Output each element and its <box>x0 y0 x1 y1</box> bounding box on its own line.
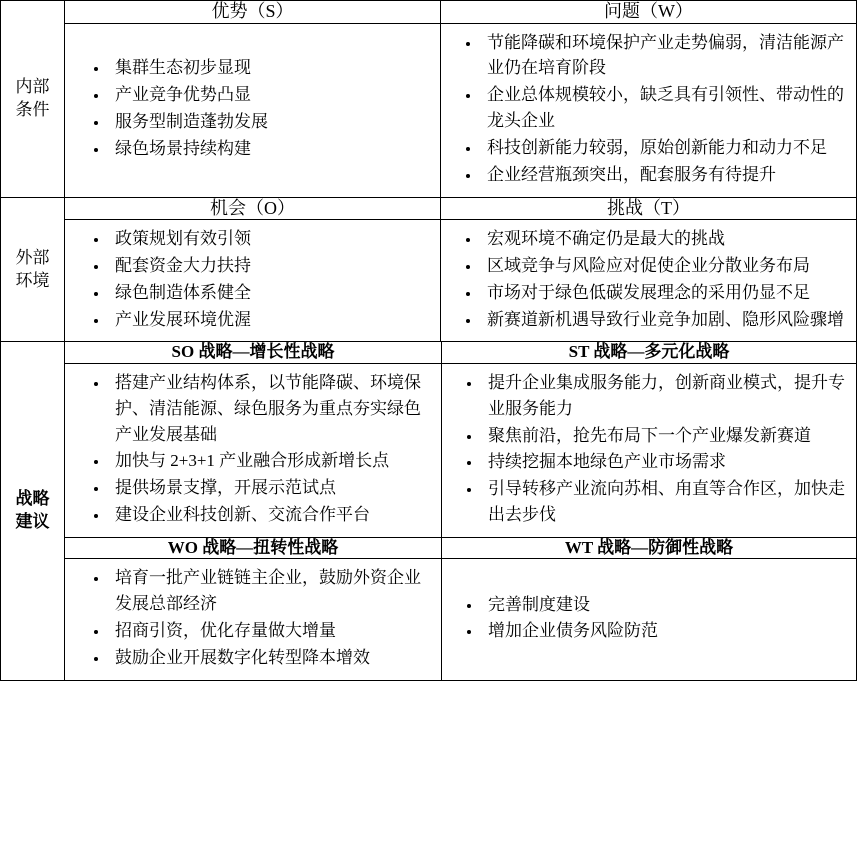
row-label-internal <box>1 1 65 198</box>
so-list <box>65 364 441 537</box>
quadrant-title-wo: WO 战略—扭转性战略 <box>65 537 441 558</box>
wt-list <box>442 586 856 654</box>
list-item: • 招商引资，优化存量做大增量 <box>109 618 427 644</box>
quadrant-title-threats: 挑战（T） <box>441 197 857 220</box>
list-item: • 培育一批产业链链主企业，鼓励外资企业发展总部经济 <box>109 565 427 617</box>
quadrant-cell-weaknesses <box>441 23 857 197</box>
list-item: • 企业经营瓶颈突出，配套服务有待提升 <box>481 162 846 188</box>
list-item: • 绿色制造体系健全 <box>109 280 426 306</box>
row-label-external <box>1 197 65 342</box>
list-item: • 集群生态初步显现 <box>109 55 426 81</box>
list-item: • 提供场景支撑，开展示范试点 <box>109 475 427 501</box>
row-label-external-line1: 外部 <box>15 247 50 267</box>
strategy-content-row-2 <box>65 559 856 680</box>
quadrant-title-weaknesses: 问题（W） <box>441 1 857 24</box>
strategy-content-row-1 <box>65 363 856 537</box>
list-item: • 节能降碳和环境保护产业走势偏弱，清洁能源产业仍在培育阶段 <box>481 30 846 82</box>
list-item: • 搭建产业结构体系，以节能降碳、环境保护、清洁能源、绿色服务为重点夯实绿色产业发展基础 <box>109 370 427 447</box>
quadrant-cell-wt <box>441 559 856 680</box>
wo-list <box>65 559 441 679</box>
row-label-strategy <box>1 342 65 680</box>
strategy-inner-table <box>65 342 856 679</box>
quadrant-cell-wo <box>65 559 441 680</box>
list-item: • 聚焦前沿，抢先布局下一个产业爆发新赛道 <box>482 423 846 449</box>
quadrant-cell-threats <box>441 220 857 342</box>
list-item: • 新赛道新机遇导致行业竞争加剧、隐形风险骤增 <box>481 307 846 333</box>
weaknesses-list <box>441 24 856 197</box>
strengths-list <box>65 49 440 170</box>
quadrant-cell-st <box>441 363 856 537</box>
list-item: • 加快与 2+3+1 产业融合形成新增长点 <box>109 448 427 474</box>
quadrant-title-strengths: 优势（S） <box>65 1 441 24</box>
list-item: • 建设企业科技创新、交流合作平台 <box>109 502 427 528</box>
list-item: • 配套资金大力扶持 <box>109 253 426 279</box>
opportunities-list <box>65 220 440 341</box>
st-list <box>442 364 856 537</box>
threats-list <box>441 220 856 341</box>
quadrant-cell-so <box>65 363 441 537</box>
list-item: • 提升企业集成服务能力，创新商业模式，提升专业服务能力 <box>482 370 846 422</box>
quadrant-title-st: ST 战略—多元化战略 <box>441 342 856 363</box>
list-item: • 持续挖掘本地绿色产业市场需求 <box>482 449 846 475</box>
quadrant-title-wt: WT 战略—防御性战略 <box>441 537 856 558</box>
list-item: • 区域竞争与风险应对促使企业分散业务布局 <box>481 253 846 279</box>
list-item: • 绿色场景持续构建 <box>109 136 426 162</box>
list-item: • 引导转移产业流向苏相、甪直等合作区，加快走出去步伐 <box>482 476 846 528</box>
list-item: • 鼓励企业开展数字化转型降本增效 <box>109 645 427 671</box>
quadrant-title-opportunities: 机会（O） <box>65 197 441 220</box>
table-row-external-content <box>1 220 857 342</box>
table-row-internal <box>1 1 857 24</box>
row-label-internal-line2: 条件 <box>15 99 50 119</box>
strategy-cell <box>65 342 857 680</box>
quadrant-title-so: SO 战略—增长性战略 <box>65 342 441 363</box>
strategy-head-row-1 <box>65 342 856 363</box>
row-label-strategy-line2: 建议 <box>15 512 50 531</box>
list-item: • 市场对于绿色低碳发展理念的采用仍显不足 <box>481 280 846 306</box>
row-label-external-line2: 环境 <box>15 270 50 290</box>
list-item: • 科技创新能力较弱，原始创新能力和动力不足 <box>481 135 846 161</box>
list-item: • 产业发展环境优渥 <box>109 307 426 333</box>
list-item: • 产业竞争优势凸显 <box>109 82 426 108</box>
row-label-strategy-line1: 战略 <box>15 489 50 509</box>
list-item: • 服务型制造蓬勃发展 <box>109 109 426 135</box>
table-row-external <box>1 197 857 220</box>
list-item: • 宏观环境不确定仍是最大的挑战 <box>481 226 846 252</box>
strategy-head-row-2 <box>65 537 856 558</box>
table-row-internal-content <box>1 23 857 197</box>
list-item: • 政策规划有效引领 <box>109 226 426 252</box>
list-item: • 完善制度建设 <box>482 592 846 618</box>
row-label-internal-line1: 内部 <box>15 76 50 96</box>
quadrant-cell-strengths <box>65 23 441 197</box>
quadrant-cell-opportunities <box>65 220 441 342</box>
list-item: • 增加企业债务风险防范 <box>482 618 846 644</box>
table-row-strategy <box>1 342 857 680</box>
list-item: • 企业总体规模较小，缺乏具有引领性、带动性的龙头企业 <box>481 82 846 134</box>
